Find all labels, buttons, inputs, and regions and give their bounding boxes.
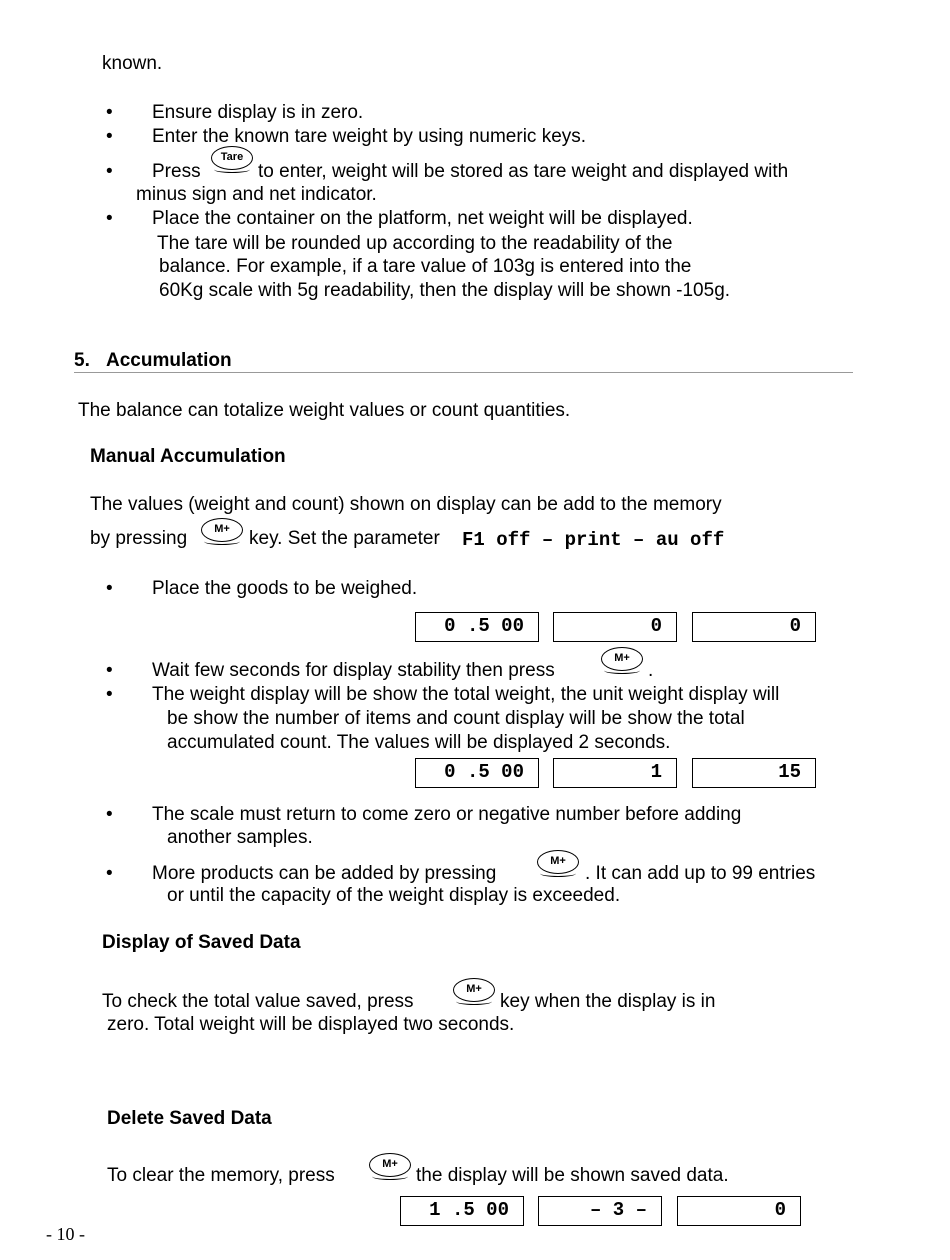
intro-step-2: Enter the known tare weight by using numeric keys. — [152, 126, 587, 147]
weight-display: 0 .5 00 — [415, 612, 539, 642]
intro-step-3-text: to enter, weight will be stored as tare weight and displayed with — [258, 161, 789, 182]
count-display: 15 — [692, 758, 816, 788]
manual-step-4: The scale must return to come zero or negative number before adding — [152, 804, 742, 825]
manual-step-4-line2: another samples. — [167, 827, 313, 848]
manual-step-5: More products can be added by pressing — [152, 863, 497, 884]
intro-step-4-line4: 60Kg scale with 5g readability, then the display will be shown -105g. — [159, 280, 731, 301]
bullet-dot: • — [106, 804, 113, 825]
saved-para-a: To check the total value saved, press — [102, 991, 414, 1012]
manual-para-line1: The values (weight and count) shown on display can be add to the memory — [90, 494, 722, 515]
mplus-key-icon: M+ — [369, 1153, 411, 1177]
mplus-key-icon: M+ — [537, 850, 579, 874]
intro-known: known. — [102, 53, 163, 74]
section-number: 5. — [74, 350, 90, 371]
manual-step-5-line2: or until the capacity of the weight display is exceeded. — [167, 885, 621, 906]
saved-heading: Display of Saved Data — [102, 932, 301, 953]
weight-display: 0 .5 00 — [415, 758, 539, 788]
count-display: 0 — [692, 612, 816, 642]
manual-para-line2-a: by pressing — [90, 528, 188, 549]
manual-step-5-end: . It can add up to 99 entries — [585, 863, 816, 884]
manual-step-3-line3: accumulated count. The values will be displayed 2 seconds. — [167, 732, 671, 753]
delete-para-b: the display will be shown saved data. — [416, 1165, 729, 1186]
page-number: - 10 - — [46, 1224, 85, 1244]
manual-heading: Manual Accumulation — [90, 446, 286, 467]
section-intro: The balance can totalize weight values or count quantities. — [78, 400, 571, 421]
manual-step-2-end: . — [648, 660, 654, 681]
section-divider — [74, 372, 853, 373]
bullet-dot: • — [106, 102, 113, 123]
saved-para-b: key when the display is in — [500, 991, 716, 1012]
intro-step-3-press: Press — [152, 161, 201, 182]
mplus-key-icon: M+ — [601, 647, 643, 671]
bullet-dot: • — [106, 684, 113, 705]
bullet-dot: • — [106, 208, 113, 229]
bullet-dot: • — [106, 161, 113, 182]
intro-step-4-line3: balance. For example, if a tare value of 103g is entered into the — [159, 256, 692, 277]
parameter-code: F1 off – print – au off — [462, 529, 725, 551]
delete-para-a: To clear the memory, press — [107, 1165, 335, 1186]
manual-step-3: The weight display will be show the total weight, the unit weight display will — [152, 684, 780, 705]
mplus-key-icon: M+ — [201, 518, 243, 542]
bullet-dot: • — [106, 126, 113, 147]
section-title: Accumulation — [106, 350, 232, 371]
bullet-dot: • — [106, 578, 113, 599]
intro-step-4: Place the container on the platform, net weight will be displayed. — [152, 208, 693, 229]
delete-heading: Delete Saved Data — [107, 1108, 272, 1129]
weight-display: 1 .5 00 — [400, 1196, 524, 1226]
manual-step-1: Place the goods to be weighed. — [152, 578, 418, 599]
mplus-key-icon: M+ — [453, 978, 495, 1002]
manual-para-line2-b: key. Set the parameter — [249, 528, 440, 549]
intro-step-4-line2: The tare will be rounded up according to the readability of the — [157, 233, 673, 254]
intro-step-1: Ensure display is in zero. — [152, 102, 364, 123]
bullet-dot: • — [106, 660, 113, 681]
intro-step-3-cont: minus sign and net indicator. — [136, 184, 377, 205]
manual-step-3-line2: be show the number of items and count display will be show the total — [167, 708, 745, 729]
count-display: 0 — [677, 1196, 801, 1226]
tare-key-icon: Tare — [211, 146, 253, 170]
unit-weight-display: 1 — [553, 758, 677, 788]
bullet-dot: • — [106, 863, 113, 884]
manual-step-2: Wait few seconds for display stability then press — [152, 660, 555, 681]
unit-weight-display: 0 — [553, 612, 677, 642]
saved-para-line2: zero. Total weight will be displayed two seconds. — [107, 1014, 515, 1035]
unit-weight-display: – 3 – — [538, 1196, 662, 1226]
